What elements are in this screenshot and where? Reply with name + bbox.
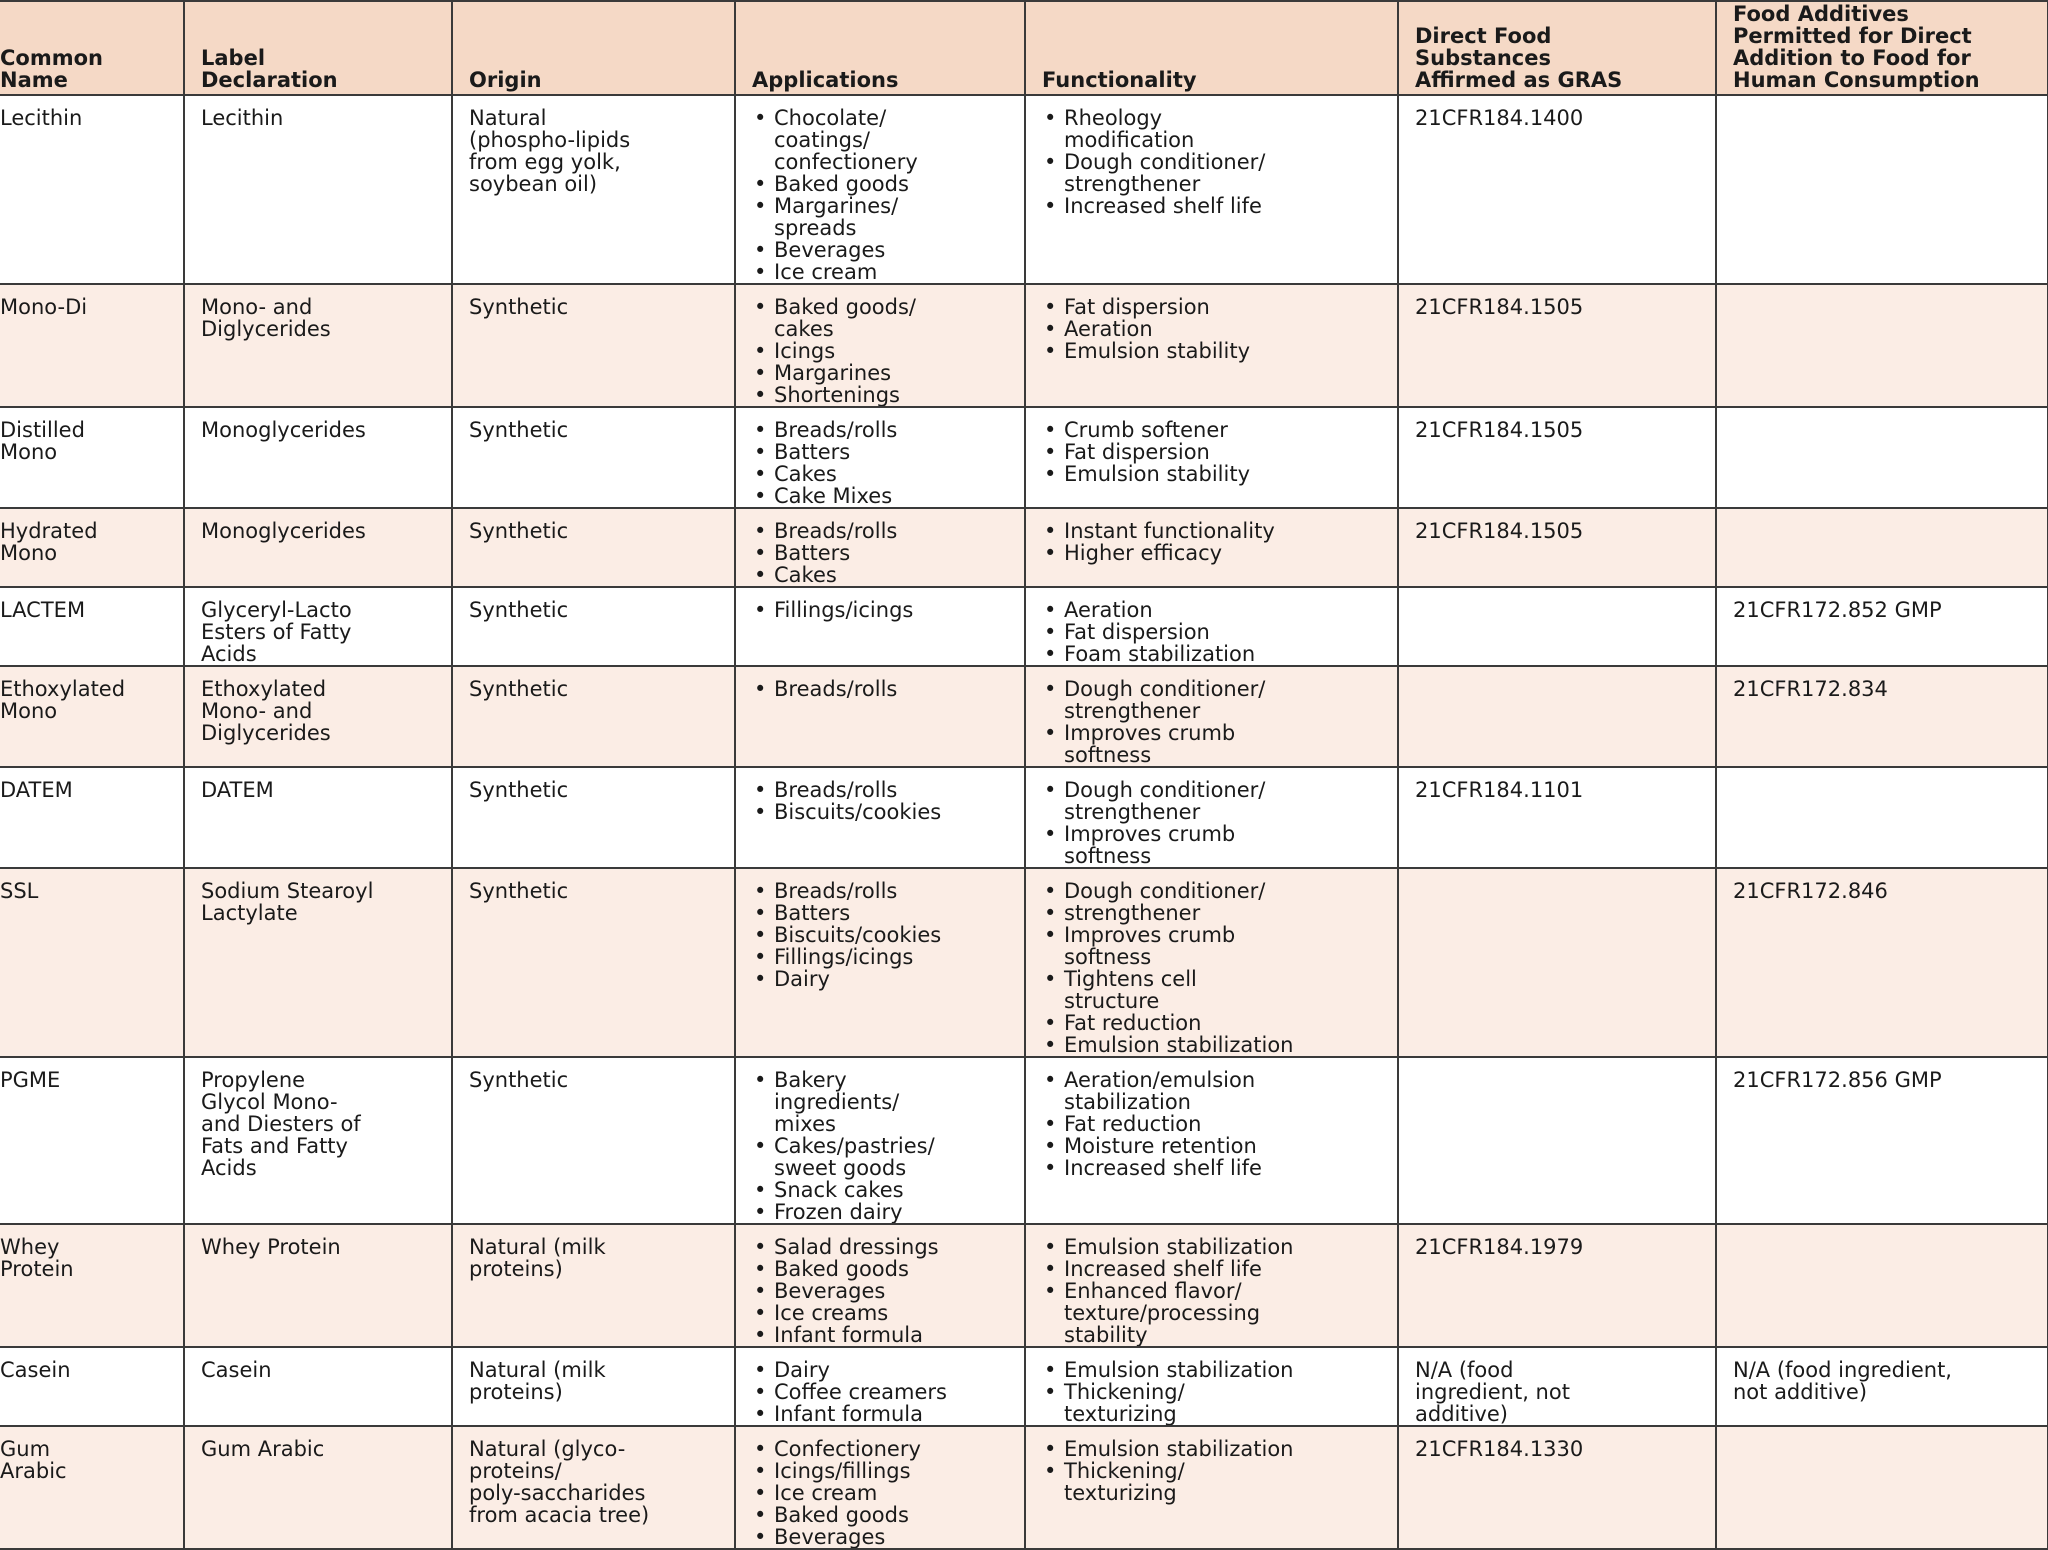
table-row (0, 1057, 2048, 1224)
applications-list (752, 1438, 1018, 1548)
cell-functionality (1025, 1426, 1398, 1549)
functionality-item: • Emulsion stability (1042, 340, 1391, 362)
functionality-item: • strengthener (1042, 902, 1391, 924)
functionality-item: • Improves crumb softness (1042, 722, 1391, 766)
functionality-item: • Instant functionality (1042, 520, 1391, 542)
cell-gras: 21CFR184.1979 (1398, 1224, 1716, 1347)
application-item: • Chocolate/ coatings/ confectionery (752, 107, 1018, 173)
applications-list (752, 880, 1018, 990)
application-item: • Breads/rolls (752, 880, 1018, 902)
cell-label-declaration: Ethoxylated Mono- and Diglycerides (184, 666, 452, 767)
cell-common-name: LACTEM (0, 587, 184, 666)
cell-origin: Synthetic (452, 767, 735, 868)
functionality-item: • Fat dispersion (1042, 441, 1391, 463)
table-row (0, 407, 2048, 508)
application-item: • Batters (752, 542, 1018, 564)
cell-functionality (1025, 407, 1398, 508)
functionality-list (1042, 1359, 1391, 1425)
functionality-item: • Dough conditioner/ strengthener (1042, 779, 1391, 823)
cell-applications (735, 587, 1025, 666)
application-item: • Breads/rolls (752, 520, 1018, 542)
application-item: • Beverages (752, 1526, 1018, 1548)
application-item: • Ice cream (752, 1482, 1018, 1504)
cell-common-name: Gum Arabic (0, 1426, 184, 1549)
application-item: • Icings/fillings (752, 1460, 1018, 1482)
table-row (0, 1224, 2048, 1347)
functionality-list (1042, 296, 1391, 362)
cell-functionality (1025, 284, 1398, 407)
cell-functionality (1025, 508, 1398, 587)
header-label-declaration: Label Declaration (184, 1, 452, 95)
cell-food-additive (1716, 767, 2048, 868)
functionality-item: • Dough conditioner/ (1042, 880, 1391, 902)
header-applications: Applications (735, 1, 1025, 95)
functionality-item: • Aeration/emulsion stabilization (1042, 1069, 1391, 1113)
cell-food-additive: 21CFR172.852 GMP (1716, 587, 2048, 666)
application-item: • Biscuits/cookies (752, 801, 1018, 823)
header-food-additives: Food Additives Permitted for Direct Addition to Food for Human Consumption (1716, 1, 2048, 95)
table-row (0, 868, 2048, 1057)
functionality-list (1042, 419, 1391, 485)
cell-applications (735, 1347, 1025, 1426)
functionality-item: • Improves crumb softness (1042, 823, 1391, 867)
application-item: • Margarines (752, 362, 1018, 384)
functionality-item: • Moisture retention (1042, 1135, 1391, 1157)
cell-food-additive: 21CFR172.834 (1716, 666, 2048, 767)
functionality-item: • Aeration (1042, 599, 1391, 621)
cell-label-declaration: Casein (184, 1347, 452, 1426)
cell-functionality (1025, 1347, 1398, 1426)
cell-origin: Synthetic (452, 407, 735, 508)
application-item: • Ice cream (752, 261, 1018, 283)
cell-applications (735, 868, 1025, 1057)
cell-label-declaration: Whey Protein (184, 1224, 452, 1347)
header-functionality: Functionality (1025, 1, 1398, 95)
cell-origin: Synthetic (452, 868, 735, 1057)
cell-functionality (1025, 1057, 1398, 1224)
functionality-item: • Emulsion stabilization (1042, 1438, 1391, 1460)
application-item: • Infant formula (752, 1403, 1018, 1425)
table-row (0, 1347, 2048, 1426)
application-item: • Breads/rolls (752, 419, 1018, 441)
application-item: • Dairy (752, 968, 1018, 990)
cell-origin: Natural (phospho-lipids from egg yolk, soybean oil) (452, 95, 735, 284)
functionality-item: • Fat dispersion (1042, 621, 1391, 643)
header-origin: Origin (452, 1, 735, 95)
header-row (0, 1, 2048, 95)
application-item: • Dairy (752, 1359, 1018, 1381)
cell-label-declaration: Monoglycerides (184, 407, 452, 508)
table-row (0, 666, 2048, 767)
functionality-item: • Increased shelf life (1042, 1157, 1391, 1179)
cell-food-additive (1716, 284, 2048, 407)
cell-food-additive (1716, 1224, 2048, 1347)
functionality-item: • Emulsion stability (1042, 463, 1391, 485)
application-item: • Baked goods (752, 1504, 1018, 1526)
cell-origin: Synthetic (452, 508, 735, 587)
functionality-list (1042, 599, 1391, 665)
functionality-item: • Higher efficacy (1042, 542, 1391, 564)
functionality-item: • Dough conditioner/ strengthener (1042, 678, 1391, 722)
application-item: • Batters (752, 441, 1018, 463)
application-item: • Frozen dairy (752, 1201, 1018, 1223)
table-row (0, 95, 2048, 284)
cell-common-name: SSL (0, 868, 184, 1057)
application-item: • Fillings/icings (752, 946, 1018, 968)
application-item: • Baked goods (752, 173, 1018, 195)
cell-gras: 21CFR184.1330 (1398, 1426, 1716, 1549)
cell-applications (735, 284, 1025, 407)
functionality-list (1042, 1069, 1391, 1179)
cell-label-declaration: Mono- and Diglycerides (184, 284, 452, 407)
application-item: • Snack cakes (752, 1179, 1018, 1201)
cell-origin: Natural (glyco- proteins/ poly-saccharides from acacia tree) (452, 1426, 735, 1549)
cell-functionality (1025, 868, 1398, 1057)
functionality-item: • Fat dispersion (1042, 296, 1391, 318)
cell-common-name: Casein (0, 1347, 184, 1426)
table-row (0, 587, 2048, 666)
application-item: • Margarines/ spreads (752, 195, 1018, 239)
application-item: • Breads/rolls (752, 779, 1018, 801)
cell-gras (1398, 1057, 1716, 1224)
cell-gras: N/A (food ingredient, not additive) (1398, 1347, 1716, 1426)
table-row (0, 284, 2048, 407)
functionality-item: • Dough conditioner/ strengthener (1042, 151, 1391, 195)
cell-gras: 21CFR184.1505 (1398, 508, 1716, 587)
cell-label-declaration: Glyceryl-Lacto Esters of Fatty Acids (184, 587, 452, 666)
application-item: • Cakes (752, 463, 1018, 485)
functionality-item: • Rheology modification (1042, 107, 1391, 151)
functionality-list (1042, 1236, 1391, 1346)
applications-list (752, 1359, 1018, 1425)
cell-origin: Natural (milk proteins) (452, 1224, 735, 1347)
functionality-item: • Emulsion stabilization (1042, 1359, 1391, 1381)
cell-origin: Synthetic (452, 666, 735, 767)
applications-list (752, 1236, 1018, 1346)
cell-gras: 21CFR184.1400 (1398, 95, 1716, 284)
application-item: • Cakes/pastries/ sweet goods (752, 1135, 1018, 1179)
application-item: • Confectionery (752, 1438, 1018, 1460)
functionality-item: • Tightens cell structure (1042, 968, 1391, 1012)
functionality-item: • Fat reduction (1042, 1113, 1391, 1135)
functionality-item: • Increased shelf life (1042, 1258, 1391, 1280)
header-gras: Direct Food Substances Affirmed as GRAS (1398, 1, 1716, 95)
functionality-item: • Increased shelf life (1042, 195, 1391, 217)
cell-label-declaration: Lecithin (184, 95, 452, 284)
cell-common-name: Ethoxylated Mono (0, 666, 184, 767)
cell-applications (735, 1426, 1025, 1549)
cell-applications (735, 95, 1025, 284)
cell-functionality (1025, 587, 1398, 666)
table-row (0, 508, 2048, 587)
cell-label-declaration: DATEM (184, 767, 452, 868)
cell-label-declaration: Propylene Glycol Mono- and Diesters of Fats and Fatty Acids (184, 1057, 452, 1224)
cell-common-name: PGME (0, 1057, 184, 1224)
cell-functionality (1025, 666, 1398, 767)
functionality-list (1042, 880, 1391, 1056)
applications-list (752, 599, 1018, 621)
application-item: • Beverages (752, 1280, 1018, 1302)
functionality-item: • Foam stabilization (1042, 643, 1391, 665)
application-item: • Beverages (752, 239, 1018, 261)
cell-label-declaration: Monoglycerides (184, 508, 452, 587)
cell-food-additive: N/A (food ingredient, not additive) (1716, 1347, 2048, 1426)
cell-common-name: Whey Protein (0, 1224, 184, 1347)
cell-common-name: Mono-Di (0, 284, 184, 407)
application-item: • Baked goods/ cakes (752, 296, 1018, 340)
cell-common-name: Hydrated Mono (0, 508, 184, 587)
cell-gras: 21CFR184.1505 (1398, 407, 1716, 508)
cell-gras (1398, 587, 1716, 666)
cell-common-name: Lecithin (0, 95, 184, 284)
functionality-list (1042, 520, 1391, 564)
cell-label-declaration: Gum Arabic (184, 1426, 452, 1549)
table-body (0, 95, 2048, 1549)
applications-list (752, 678, 1018, 700)
functionality-item: • Improves crumb softness (1042, 924, 1391, 968)
application-item: • Batters (752, 902, 1018, 924)
cell-gras (1398, 868, 1716, 1057)
application-item: • Cake Mixes (752, 485, 1018, 507)
functionality-item: • Enhanced flavor/ texture/processing stability (1042, 1280, 1391, 1346)
applications-list (752, 1069, 1018, 1223)
cell-functionality (1025, 767, 1398, 868)
applications-list (752, 520, 1018, 586)
header-common-name: Common Name (0, 1, 184, 95)
cell-functionality (1025, 95, 1398, 284)
functionality-item: • Thickening/ texturizing (1042, 1381, 1391, 1425)
application-item: • Infant formula (752, 1324, 1018, 1346)
functionality-item: • Thickening/ texturizing (1042, 1460, 1391, 1504)
functionality-list (1042, 779, 1391, 867)
functionality-item: • Emulsion stabilization (1042, 1236, 1391, 1258)
cell-origin: Synthetic (452, 1057, 735, 1224)
cell-gras: 21CFR184.1505 (1398, 284, 1716, 407)
applications-list (752, 296, 1018, 406)
cell-applications (735, 666, 1025, 767)
cell-gras (1398, 666, 1716, 767)
cell-applications (735, 508, 1025, 587)
cell-food-additive: 21CFR172.846 (1716, 868, 2048, 1057)
table-row (0, 1426, 2048, 1549)
cell-applications (735, 407, 1025, 508)
functionality-item: • Crumb softener (1042, 419, 1391, 441)
cell-gras: 21CFR184.1101 (1398, 767, 1716, 868)
functionality-item: • Emulsion stabilization (1042, 1034, 1391, 1056)
cell-origin: Synthetic (452, 587, 735, 666)
cell-food-additive (1716, 1426, 2048, 1549)
application-item: • Bakery ingredients/ mixes (752, 1069, 1018, 1135)
cell-applications (735, 1057, 1025, 1224)
cell-common-name: DATEM (0, 767, 184, 868)
cell-food-additive (1716, 407, 2048, 508)
functionality-list (1042, 107, 1391, 217)
functionality-item: • Aeration (1042, 318, 1391, 340)
cell-applications (735, 767, 1025, 868)
application-item: • Baked goods (752, 1258, 1018, 1280)
applications-list (752, 419, 1018, 507)
cell-label-declaration: Sodium Stearoyl Lactylate (184, 868, 452, 1057)
table-row (0, 767, 2048, 868)
cell-common-name: Distilled Mono (0, 407, 184, 508)
application-item: • Icings (752, 340, 1018, 362)
cell-origin: Synthetic (452, 284, 735, 407)
cell-functionality (1025, 1224, 1398, 1347)
cell-applications (735, 1224, 1025, 1347)
application-item: • Shortenings (752, 384, 1018, 406)
cell-food-additive: 21CFR172.856 GMP (1716, 1057, 2048, 1224)
application-item: • Biscuits/cookies (752, 924, 1018, 946)
cell-food-additive (1716, 508, 2048, 587)
application-item: • Coffee creamers (752, 1381, 1018, 1403)
functionality-list (1042, 1438, 1391, 1504)
cell-origin: Natural (milk proteins) (452, 1347, 735, 1426)
cell-food-additive (1716, 95, 2048, 284)
application-item: • Salad dressings (752, 1236, 1018, 1258)
functionality-item: • Fat reduction (1042, 1012, 1391, 1034)
application-item: • Ice creams (752, 1302, 1018, 1324)
applications-list (752, 779, 1018, 823)
application-item: • Cakes (752, 564, 1018, 586)
application-item: • Fillings/icings (752, 599, 1018, 621)
applications-list (752, 107, 1018, 283)
application-item: • Breads/rolls (752, 678, 1018, 700)
functionality-list (1042, 678, 1391, 766)
